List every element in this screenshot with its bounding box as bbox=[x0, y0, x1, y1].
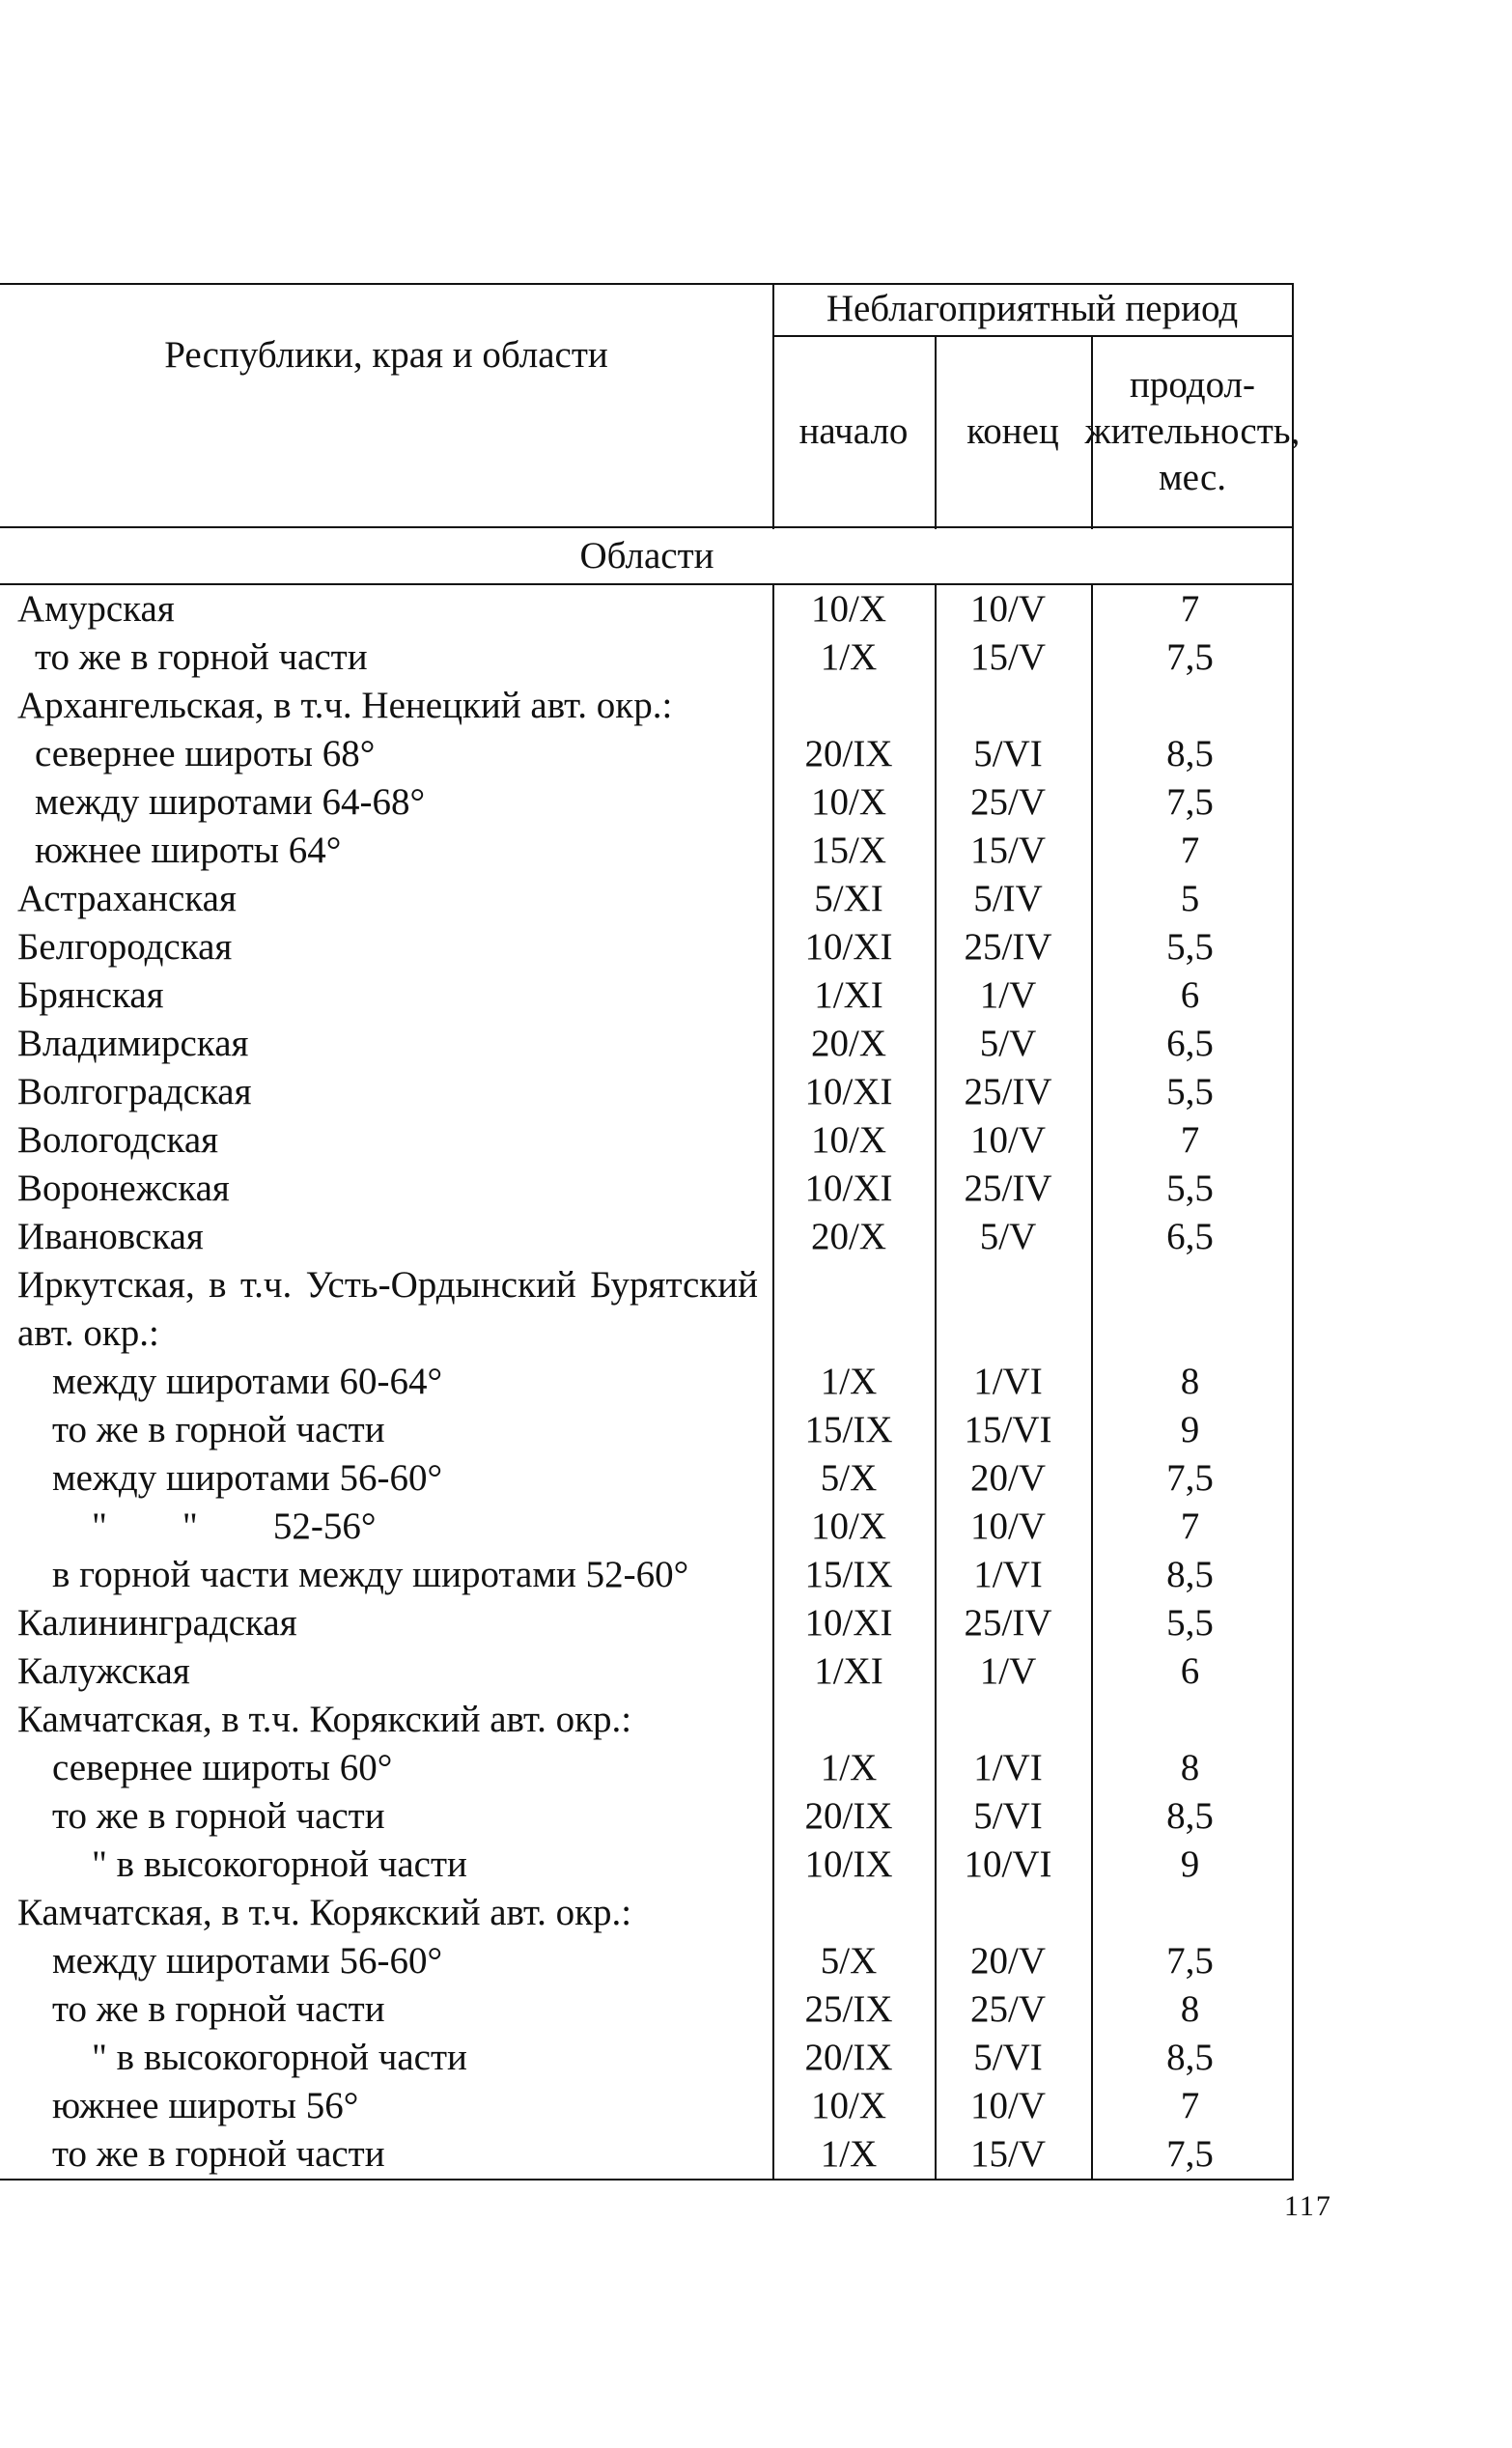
table-body bbox=[0, 585, 1294, 2179]
period-duration: 8 bbox=[1180, 1361, 1200, 1402]
period-duration bbox=[1086, 1261, 1294, 1358]
period-duration: 5,5 bbox=[1166, 1071, 1214, 1112]
period-column-header: Неблагоприятный период bbox=[826, 288, 1239, 329]
period-end: 15/V bbox=[970, 830, 1046, 871]
table-row bbox=[0, 585, 1294, 633]
period-start: 5/X bbox=[820, 1457, 878, 1499]
period-end: 20/V bbox=[970, 1940, 1046, 1982]
region-name: Калужская bbox=[17, 1650, 190, 1692]
period-end: 25/V bbox=[970, 1988, 1046, 2030]
table-row bbox=[0, 971, 1294, 1020]
period-duration: 7 bbox=[1180, 588, 1200, 630]
period-end: 20/V bbox=[970, 1457, 1046, 1499]
table-row bbox=[0, 875, 1294, 923]
table-row bbox=[0, 1165, 1294, 1213]
period-duration: 7,5 bbox=[1166, 781, 1214, 823]
period-end: 25/IV bbox=[964, 1602, 1052, 1644]
table-row bbox=[0, 2082, 1294, 2130]
period-duration: 5,5 bbox=[1166, 926, 1214, 968]
period-end: 5/VI bbox=[973, 733, 1043, 774]
period-end: 1/VI bbox=[973, 1747, 1043, 1788]
region-name: между широтами 64-68° bbox=[35, 781, 426, 823]
period-end: 1/V bbox=[979, 1650, 1037, 1692]
period-start bbox=[768, 1261, 930, 1358]
region-name: " в высокогорной части bbox=[92, 2037, 467, 2078]
period-duration: 7 bbox=[1180, 1505, 1200, 1547]
period-end: 5/V bbox=[979, 1023, 1037, 1064]
region-name: Амурская bbox=[17, 588, 175, 630]
period-start: 10/X bbox=[811, 1119, 886, 1161]
table-header bbox=[0, 283, 1301, 529]
period-duration bbox=[1086, 682, 1294, 730]
region-name: в горной части между широтами 52-60° bbox=[52, 1554, 689, 1595]
period-end: 15/V bbox=[970, 2133, 1046, 2175]
table-row bbox=[0, 1116, 1294, 1165]
table-row bbox=[0, 682, 1294, 730]
period-start: 10/X bbox=[811, 2085, 886, 2126]
period-duration: 8 bbox=[1180, 1988, 1200, 2030]
period-duration: 5 bbox=[1180, 878, 1200, 919]
col-rule bbox=[772, 585, 774, 2179]
period-end: 10/V bbox=[970, 588, 1046, 630]
end-column-header: конец bbox=[966, 410, 1059, 452]
table-row bbox=[0, 1841, 1294, 1889]
region-name: Камчатская, в т.ч. Корякский авт. окр.: bbox=[17, 1699, 632, 1740]
table-row bbox=[0, 1551, 1294, 1599]
table-row bbox=[0, 1937, 1294, 1985]
period-duration: 6,5 bbox=[1166, 1023, 1214, 1064]
period-duration: 6 bbox=[1180, 1650, 1200, 1692]
period-start: 1/XI bbox=[814, 974, 883, 1016]
period-duration: 9 bbox=[1180, 1843, 1200, 1885]
table-row bbox=[0, 827, 1294, 875]
period-end: 10/V bbox=[970, 2085, 1046, 2126]
period-start: 15/IX bbox=[804, 1409, 893, 1450]
period-end: 15/V bbox=[970, 636, 1046, 678]
table-row bbox=[0, 2034, 1294, 2082]
period-duration bbox=[1086, 1889, 1294, 1937]
region-name: Воронежская bbox=[17, 1168, 230, 1209]
period-duration: 7,5 bbox=[1166, 1940, 1214, 1982]
duration-column-header: продол-жительность, мес. bbox=[1084, 364, 1301, 498]
period-start: 1/X bbox=[820, 636, 878, 678]
period-start: 10/IX bbox=[804, 1843, 893, 1885]
page-number: 117 bbox=[1284, 2190, 1332, 2222]
period-end: 25/IV bbox=[964, 1168, 1052, 1209]
period-duration: 7,5 bbox=[1166, 1457, 1214, 1499]
period-duration: 7,5 bbox=[1166, 636, 1214, 678]
region-name: севернее широты 68° bbox=[35, 733, 376, 774]
region-name: то же в горной части bbox=[52, 1409, 385, 1450]
region-name: Астраханская bbox=[17, 878, 237, 919]
col-rule bbox=[1292, 585, 1294, 2179]
period-start: 10/XI bbox=[804, 926, 893, 968]
region-name: южнее широты 64° bbox=[35, 830, 342, 871]
period-duration: 5,5 bbox=[1166, 1168, 1214, 1209]
period-end bbox=[930, 1889, 1086, 1937]
period-start: 1/X bbox=[820, 1747, 878, 1788]
region-name: Белгородская bbox=[17, 926, 233, 968]
region-name: Иркутская, в т.ч. Усть-Ордынский Бурятский авт. окр.: bbox=[17, 1264, 758, 1354]
period-start: 20/X bbox=[811, 1023, 886, 1064]
start-column-header: начало bbox=[798, 410, 909, 452]
period-start: 20/X bbox=[811, 1216, 886, 1257]
region-name: Владимирская bbox=[17, 1023, 249, 1064]
region-name: южнее широты 56° bbox=[52, 2085, 359, 2126]
table-bottom-rule bbox=[0, 2179, 1294, 2181]
period-end: 1/VI bbox=[973, 1554, 1043, 1595]
table-row bbox=[0, 1647, 1294, 1696]
period-start: 1/X bbox=[820, 2133, 878, 2175]
table-row bbox=[0, 1261, 1294, 1358]
table-row bbox=[0, 778, 1294, 827]
region-name: севернее широты 60° bbox=[52, 1747, 393, 1788]
period-start: 5/XI bbox=[814, 878, 883, 919]
period-duration: 7 bbox=[1180, 1119, 1200, 1161]
period-start: 10/XI bbox=[804, 1071, 893, 1112]
period-duration: 8 bbox=[1180, 1747, 1200, 1788]
period-duration: 6,5 bbox=[1166, 1216, 1214, 1257]
period-end bbox=[930, 1696, 1086, 1744]
period-start: 10/X bbox=[811, 781, 886, 823]
table-row bbox=[0, 1744, 1294, 1792]
table-row bbox=[0, 1792, 1294, 1841]
period-start bbox=[768, 1889, 930, 1937]
period-duration: 7 bbox=[1180, 830, 1200, 871]
table-row bbox=[0, 1020, 1294, 1068]
col-rule bbox=[1091, 585, 1093, 2179]
period-duration: 7 bbox=[1180, 2085, 1200, 2126]
period-end bbox=[930, 682, 1086, 730]
period-end bbox=[930, 1261, 1086, 1358]
period-duration: 8,5 bbox=[1166, 1795, 1214, 1837]
period-end: 25/V bbox=[970, 781, 1046, 823]
period-end: 5/VI bbox=[973, 2037, 1043, 2078]
period-start: 20/IX bbox=[804, 733, 893, 774]
period-duration: 9 bbox=[1180, 1409, 1200, 1450]
table-row bbox=[0, 2130, 1294, 2179]
period-duration bbox=[1086, 1696, 1294, 1744]
period-end: 1/V bbox=[979, 974, 1037, 1016]
table-row bbox=[0, 1503, 1294, 1551]
region-name: то же в горной части bbox=[35, 636, 368, 678]
region-name: Ивановская bbox=[17, 1216, 204, 1257]
region-name: то же в горной части bbox=[52, 1988, 385, 2030]
period-start: 10/X bbox=[811, 588, 886, 630]
period-end: 25/IV bbox=[964, 926, 1052, 968]
region-name: Вологодская bbox=[17, 1119, 219, 1161]
period-start: 15/X bbox=[811, 830, 886, 871]
period-start: 25/IX bbox=[804, 1988, 893, 2030]
table-row bbox=[0, 1406, 1294, 1454]
region-name: Калининградская bbox=[17, 1602, 297, 1644]
period-end: 5/VI bbox=[973, 1795, 1043, 1837]
table-row bbox=[0, 1599, 1294, 1647]
period-start: 15/IX bbox=[804, 1554, 893, 1595]
period-duration: 8,5 bbox=[1166, 733, 1214, 774]
regions-column-header: Республики, края и области bbox=[164, 334, 608, 376]
period-start: 1/XI bbox=[814, 1650, 883, 1692]
period-end: 10/V bbox=[970, 1505, 1046, 1547]
period-end: 5/IV bbox=[973, 878, 1043, 919]
table-row bbox=[0, 633, 1294, 682]
table-row bbox=[0, 1358, 1294, 1406]
section-title: Области bbox=[579, 535, 714, 577]
table-row bbox=[0, 923, 1294, 971]
period-start: 20/IX bbox=[804, 1795, 893, 1837]
region-name: то же в горной части bbox=[52, 1795, 385, 1837]
region-name: между широтами 56-60° bbox=[52, 1457, 443, 1499]
climate-period-table bbox=[0, 283, 1301, 2179]
table-row bbox=[0, 1696, 1294, 1744]
region-name: " " 52-56° bbox=[92, 1505, 377, 1547]
table-row bbox=[0, 730, 1294, 778]
period-end: 5/V bbox=[979, 1216, 1037, 1257]
table-row bbox=[0, 1068, 1294, 1116]
period-duration: 8,5 bbox=[1166, 1554, 1214, 1595]
period-end: 15/VI bbox=[964, 1409, 1052, 1450]
region-name: Брянская bbox=[17, 974, 164, 1016]
period-end: 10/VI bbox=[964, 1843, 1052, 1885]
col-rule bbox=[935, 585, 937, 2179]
region-name: между широтами 60-64° bbox=[52, 1361, 443, 1402]
period-start: 10/XI bbox=[804, 1168, 893, 1209]
period-start: 20/IX bbox=[804, 2037, 893, 2078]
period-duration: 7,5 bbox=[1166, 2133, 1214, 2175]
period-start bbox=[768, 682, 930, 730]
table-row bbox=[0, 1889, 1294, 1937]
period-start bbox=[768, 1696, 930, 1744]
table-row bbox=[0, 1985, 1294, 2034]
period-end: 10/V bbox=[970, 1119, 1046, 1161]
section-row bbox=[0, 529, 1294, 585]
region-name: то же в горной части bbox=[52, 2133, 385, 2175]
region-name: Волгоградская bbox=[17, 1071, 252, 1112]
period-start: 5/X bbox=[820, 1940, 878, 1982]
region-name: Камчатская, в т.ч. Корякский авт. окр.: bbox=[17, 1892, 632, 1933]
period-start: 10/X bbox=[811, 1505, 886, 1547]
period-duration: 6 bbox=[1180, 974, 1200, 1016]
table-row bbox=[0, 1454, 1294, 1503]
table-row bbox=[0, 1213, 1294, 1261]
period-duration: 5,5 bbox=[1166, 1602, 1214, 1644]
region-name: " в высокогорной части bbox=[92, 1843, 467, 1885]
period-start: 10/XI bbox=[804, 1602, 893, 1644]
period-start: 1/X bbox=[820, 1361, 878, 1402]
region-name: Архангельская, в т.ч. Ненецкий авт. окр.: bbox=[17, 685, 673, 726]
period-duration: 8,5 bbox=[1166, 2037, 1214, 2078]
period-end: 25/IV bbox=[964, 1071, 1052, 1112]
region-name: между широтами 56-60° bbox=[52, 1940, 443, 1982]
period-end: 1/VI bbox=[973, 1361, 1043, 1402]
